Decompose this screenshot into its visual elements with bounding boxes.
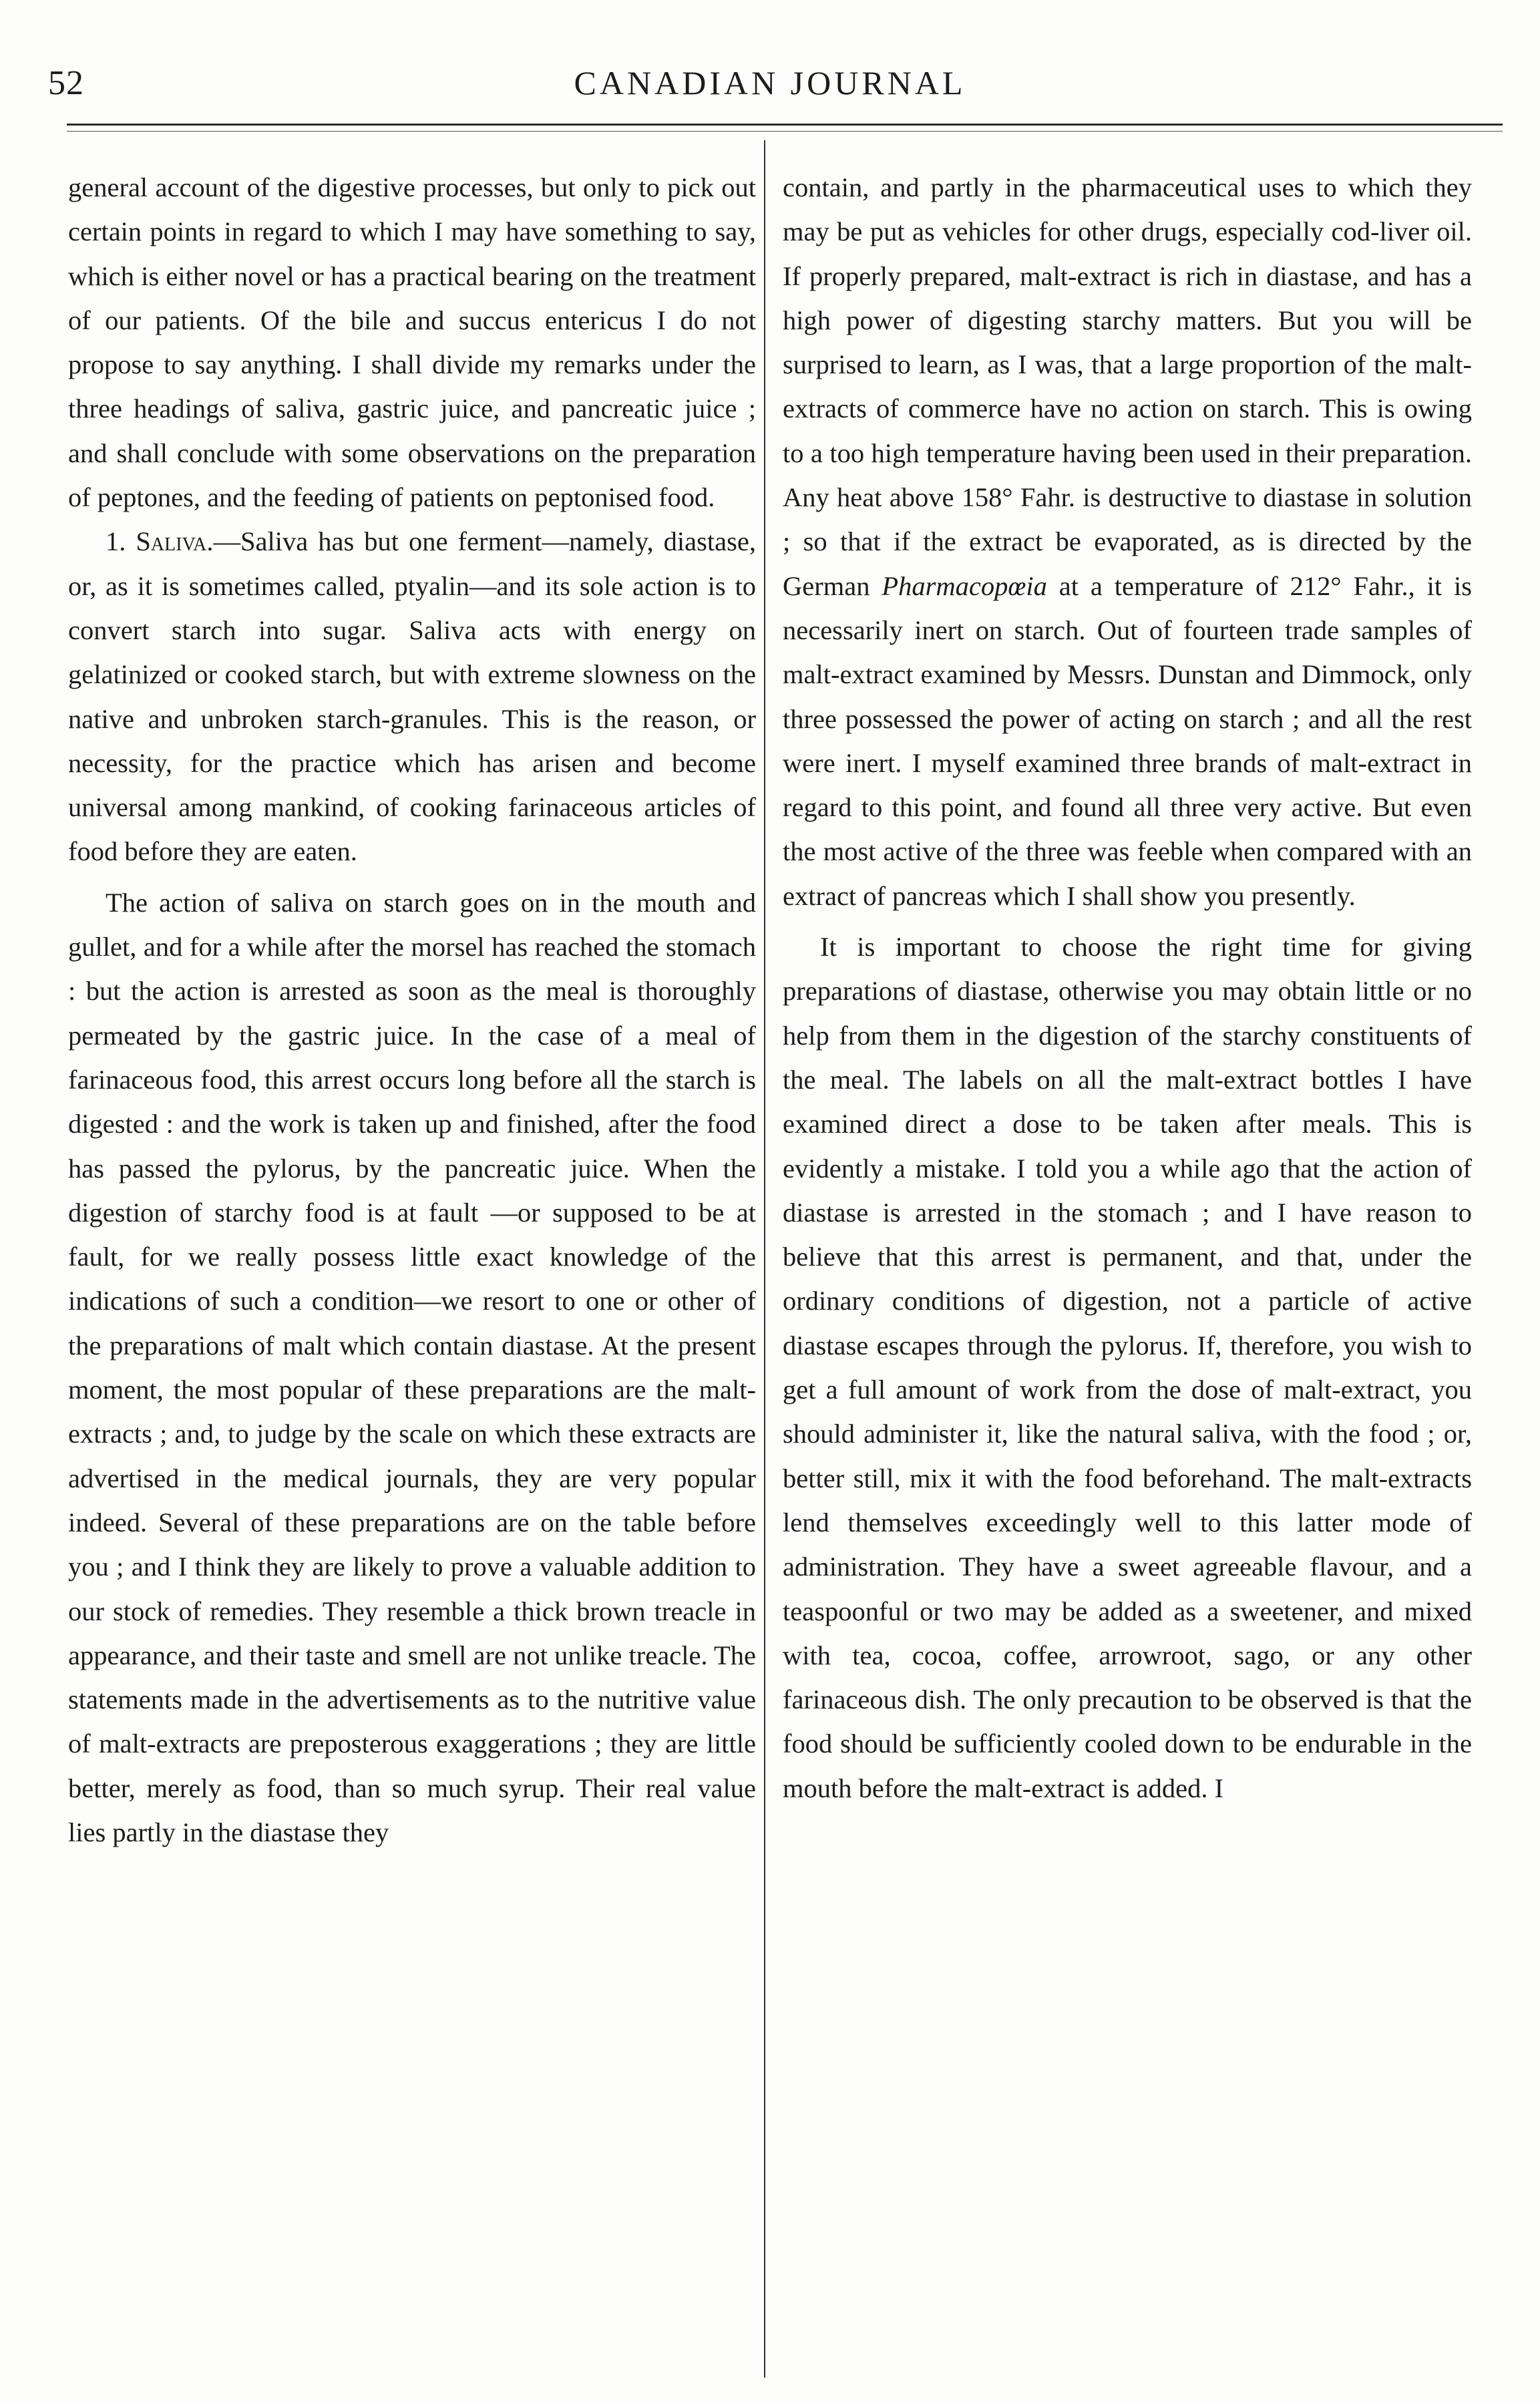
- column-divider: [764, 140, 765, 2378]
- italic-term: Pharmacopœia: [882, 570, 1047, 601]
- paragraph-malt-extract: [783, 166, 1472, 918]
- section-text: —Saliva has but one ferment—namely, diastase, or, as it is sometimes called, ptyalin—and its sole action is to convert starch into sugar. Saliva acts with energy on gelatinized or cooked starch, but with extreme slowness on the native and unbroken starch-granules. This is the reason, or necessity, for the practice which has arisen and become universal among mankind, of cooking farinaceous articles of food before they are eaten.: [68, 526, 757, 867]
- header-rule: [67, 124, 1503, 126]
- header-rule-thin: [67, 131, 1503, 132]
- paragraph-saliva-action: The action of saliva on starch goes on in the mouth and gullet, and for a while after the morsel has reached the stomach : but the action is arrested as soon as the meal is thoroughly permeated by the gastric juice. In the case of a meal of farinaceous food, this arrest occurs long before all the starch is digested : and the work is taken up and finished, after the food has passed the pylorus, by the pancreatic juice. When the digestion of starchy food is at fault —or supposed to be at fault, for we really possess little exact knowledge of the indications of such a condition—we resort to one or other of the preparations of malt which contain diastase. At the present moment, the most popular of these preparations are the malt-extracts ; and, to judge by the scale on which these extracts are advertised in the medical journals, they are very popular indeed. Several of these preparations are on the table before you ; and I think they are likely to prove a valuable addition to our stock of remedies. They resemble a thick brown treacle in appearance, and their taste and smell are not unlike treacle. The statements made in the advertisements as to the nutritive value of malt-extracts are preposterous exaggerations ; they are little better, merely as food, than so much syrup. Their real value lies partly in the diastase they: [68, 887, 756, 1847]
- paragraph-timing: It is important to choose the right time for giving preparations of diastase, otherwise you may obtain little or no help from them in the digestion of the starchy constituents of the meal. The labels on all the malt-extract bottles I have examined direct a dose to be taken after meals. This is evidently a mistake. I told you a while ago that the action of diastase is arrested in the stomach ; and I have reason to believe that this arrest is permanent, and that, under the ordinary conditions of digestion, not a particle of active diastase escapes through the pylorus. If, therefore, you wish to get a full amount of work from the dose of malt-extract, you should administer it, like the natural saliva, with the food ; or, better still, mix it with the food beforehand. The malt-extracts lend themselves exceedingly well to this latter mode of administration. They have a sweet agreeable flavour, and a teaspoonful or two may be added as a sweetener, and mixed with tea, cocoa, coffee, arrowroot, sago, or any other farinaceous dish. The only precaution to be observed is that the food should be sufficiently cooled down to be endurable in the mouth before the malt-extract is added. I: [783, 932, 1472, 1803]
- text-run: at a temperature of 212° Fahr., it is necessarily inert on starch. Out of fourteen trade samples of malt-extract examined by Messrs. Dunstan and Dimmock, only three possessed the power of acting on starch ; and all the rest were inert. I myself examined three brands of malt-extract in regard to this point, and found all three very active. But even the most active of the three was feeble when compared with an extract of pancreas which I shall show you presently.: [783, 570, 1472, 911]
- right-column: [783, 166, 1472, 1811]
- journal-title: CANADIAN JOURNAL: [574, 64, 966, 102]
- page-number: 52: [48, 64, 84, 102]
- paragraph-intro: general account of the digestive processes, but only to pick out certain points in regard to which I may have something to say, which is either novel or has a practical bearing on the treatment of our patients. Of the bile and succus entericus I do not propose to say anything. I shall divide my remarks under the three headings of saliva, gastric juice, and pancreatic juice ; and shall conclude with some observations on the preparation of peptones, and the feeding of patients on peptonised food.: [68, 172, 756, 513]
- running-head: [0, 63, 1540, 117]
- section-number: 1.: [106, 526, 126, 557]
- text-run: contain, and partly in the pharmaceutical uses to which they may be put as vehicles for other drugs, especially cod-liver oil. If properly prepared, malt-extract is rich in diastase, and has a high power of digesting starchy matters. But you will be surprised to learn, as I was, that a large proportion of the malt-extracts of commerce have no action on starch. This is owing to a too high temperature having been used in their preparation. Any heat above 158° Fahr. is destructive to diastase in solution ; so that if the extract be evaporated, as is directed by the German: [783, 172, 1472, 601]
- left-column: [68, 166, 756, 1855]
- paragraph-saliva: [68, 520, 756, 874]
- section-heading: Saliva.: [136, 526, 214, 557]
